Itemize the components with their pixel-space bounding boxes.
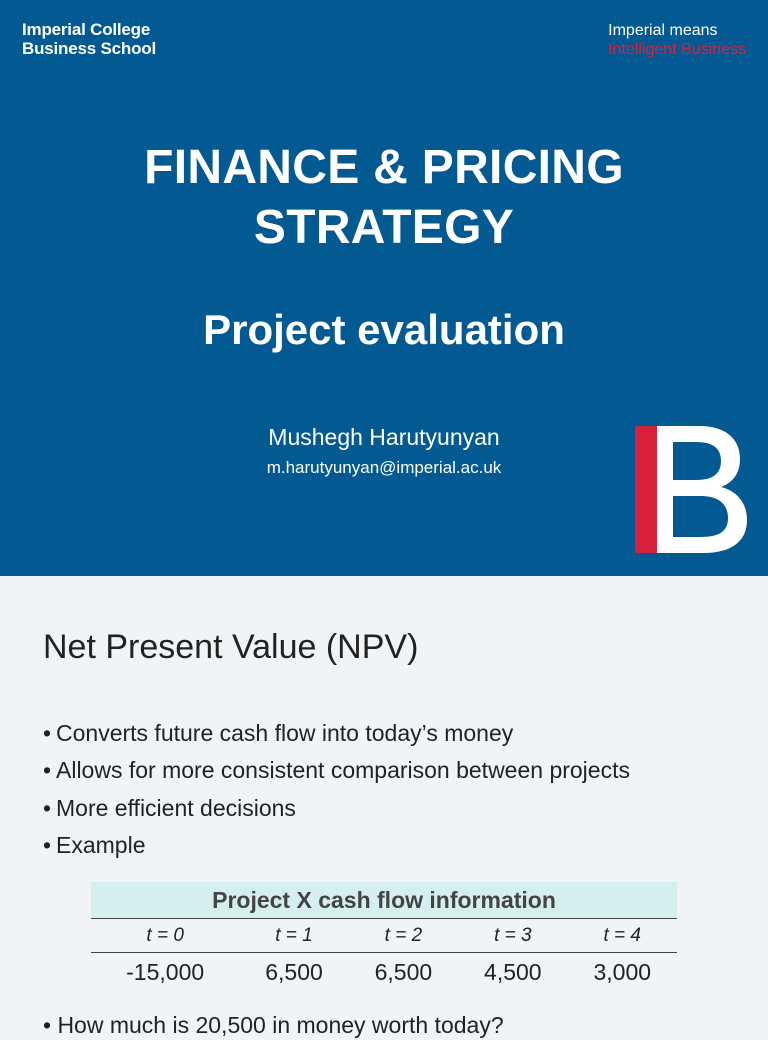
list-item	[43, 791, 630, 828]
bullet-marker: •	[43, 831, 52, 858]
period-cell: t = 0	[91, 919, 239, 953]
period-cell: t = 2	[349, 919, 458, 953]
cash-flow-table	[91, 882, 677, 991]
bullet-list	[43, 716, 630, 865]
slide-subtitle: Project evaluation	[203, 306, 565, 353]
period-cell: t = 1	[239, 919, 348, 953]
school-logo	[22, 20, 156, 58]
table-row-values	[91, 953, 677, 992]
bullet-text: Allows for more consistent comparison between projects	[56, 757, 630, 784]
bullet-text: Example	[56, 831, 146, 858]
logo-line-1: Imperial College	[22, 20, 151, 39]
period-cell: t = 4	[568, 919, 677, 953]
section-heading: Net Present Value (NPV)	[43, 628, 419, 666]
business-b-logo-icon	[635, 426, 747, 553]
tagline-line-2: Intelligent Business	[608, 41, 746, 58]
bullet-marker: •	[43, 757, 52, 784]
tagline	[608, 21, 746, 59]
table-caption: Project X cash flow information	[91, 882, 677, 919]
value-cell: 6,500	[265, 958, 323, 985]
bullet-text: More efficient decisions	[56, 794, 296, 821]
author-email: m.harutyunyan@imperial.ac.uk	[266, 458, 502, 477]
title-line-2: STRATEGY	[253, 201, 515, 254]
table-row-periods	[91, 919, 677, 953]
bullet-marker: •	[43, 794, 52, 821]
cut-off-bullet: • How much is 20,500 in money worth today?	[43, 1012, 504, 1038]
value-cell: 4,500	[484, 958, 542, 985]
logo-line-2: Business School	[22, 39, 156, 58]
bullet-marker: •	[43, 720, 52, 746]
title-line-1: FINANCE & PRICING	[144, 141, 624, 194]
list-item	[43, 753, 630, 790]
period-cell: t = 3	[458, 919, 567, 953]
list-item	[43, 828, 630, 865]
value-cell: 3,000	[593, 958, 652, 985]
value-cell: 6,500	[374, 958, 433, 985]
list-item	[43, 716, 630, 753]
bullet-text: Converts future cash flow into today’s money	[56, 720, 514, 746]
table-caption-row	[91, 882, 677, 919]
tagline-line-1: Imperial means	[608, 22, 718, 39]
slide-title	[0, 138, 768, 258]
value-cell: -15,000	[126, 958, 205, 985]
author-name: Mushegh Harutyunyan	[268, 424, 500, 450]
